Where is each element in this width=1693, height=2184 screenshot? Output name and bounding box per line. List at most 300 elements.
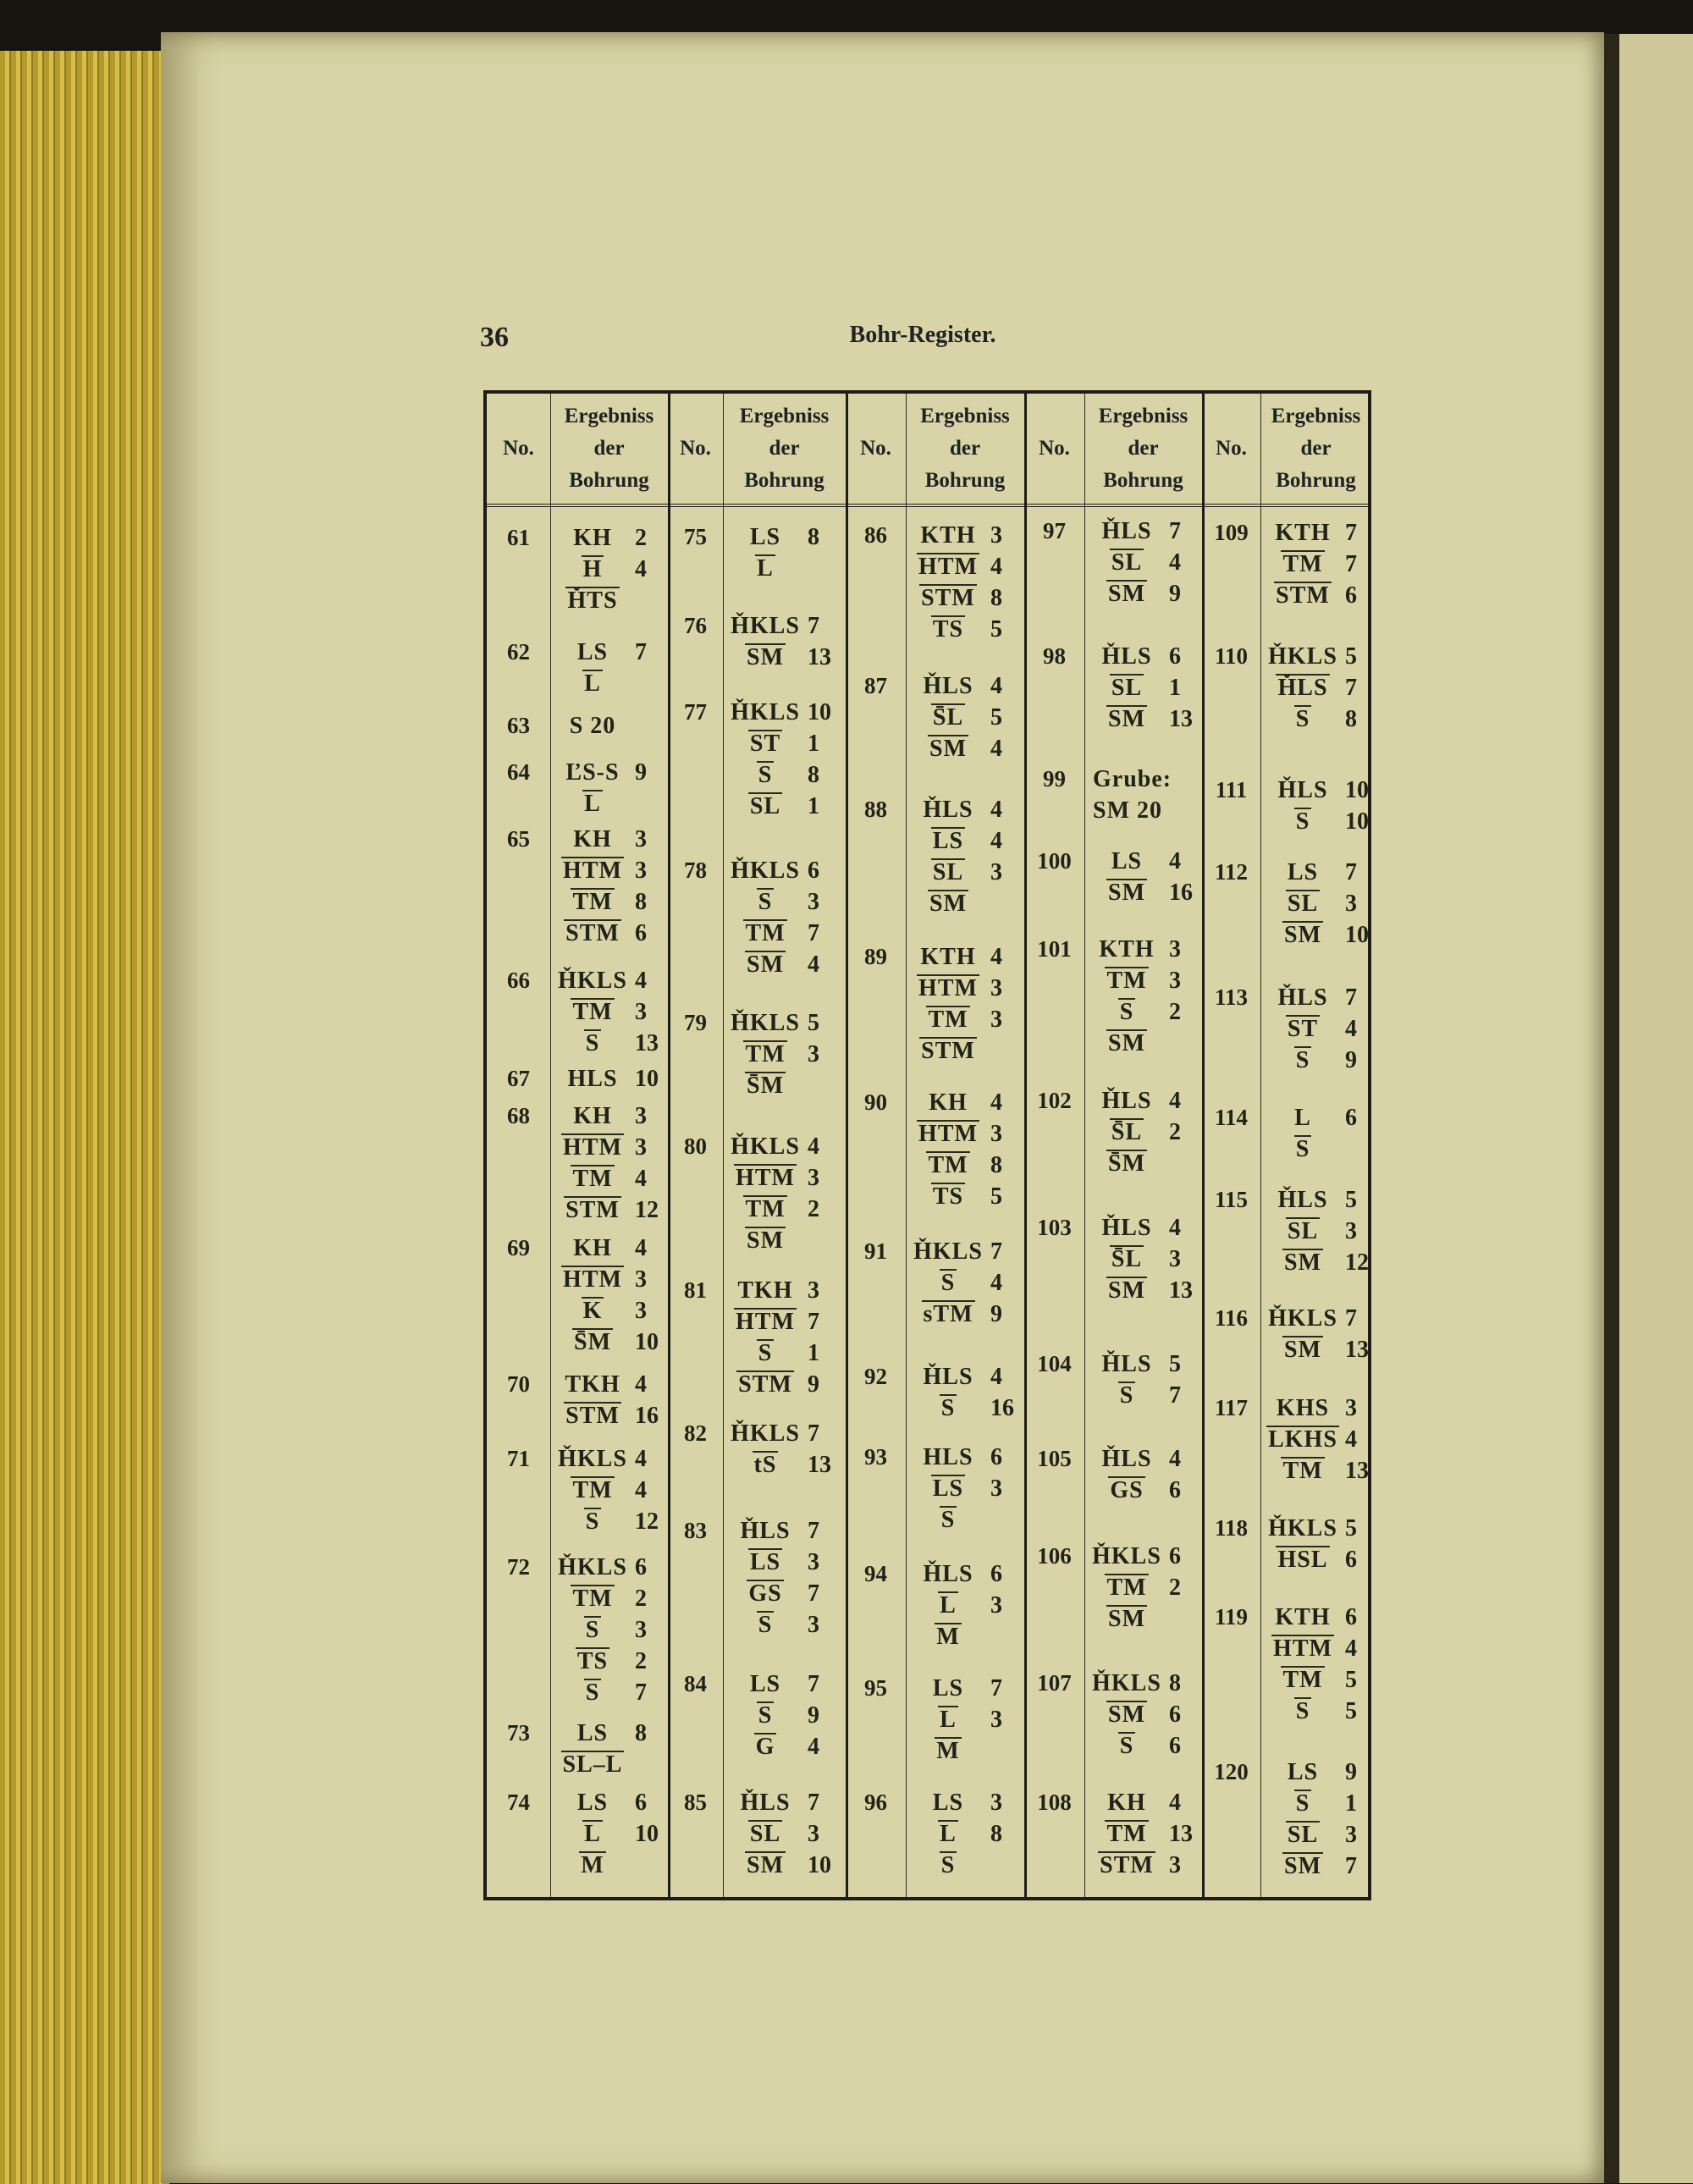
layer-code-text: ȞLS: [923, 797, 973, 823]
layer-code-text: SM: [1108, 1277, 1145, 1304]
layer-thickness: 2: [1169, 1575, 1181, 1601]
layer-thickness: 7: [808, 1420, 819, 1447]
layer-code-text: S̄L: [1111, 1119, 1143, 1145]
boring-result: [726, 1131, 841, 1256]
layer-code-text: LS: [932, 1790, 964, 1816]
layer-code: [726, 1547, 804, 1578]
layer-thickness: 5: [808, 1010, 819, 1036]
layer-thickness: 3: [1345, 1218, 1357, 1244]
layer-code: [726, 1039, 804, 1070]
layer-code: [726, 728, 804, 759]
layer-code: [909, 1442, 987, 1473]
layer-code-text: Grube:: [1093, 766, 1172, 792]
layer-code: [909, 1035, 987, 1067]
layer-code-text: ȞKLS: [1092, 1543, 1161, 1569]
layer-code-text: SM: [1284, 1853, 1321, 1879]
layer-thickness: 9: [1169, 581, 1181, 607]
boring-result: [1264, 982, 1379, 1076]
entry-number: 70: [507, 1371, 530, 1397]
layer-code-text: SM: [1284, 922, 1321, 948]
result-line: [554, 1400, 669, 1431]
result-line: [1264, 1455, 1379, 1486]
header-result-line: der: [769, 437, 800, 460]
layer-thickness: [631, 668, 669, 699]
layer-thickness: 9: [635, 759, 647, 786]
entry-number: 85: [684, 1790, 707, 1815]
boring-result: [1264, 1303, 1379, 1365]
layer-code: [554, 1163, 631, 1194]
header-no-label: No.: [680, 437, 711, 460]
layer-code: [726, 1578, 804, 1609]
column-divider: [723, 394, 724, 1897]
layer-code: [909, 1267, 987, 1299]
layer-code: [554, 1326, 631, 1358]
entry-number: 99: [1043, 766, 1066, 791]
layer-code: [909, 733, 987, 764]
layer-code-text: S: [1295, 1136, 1310, 1162]
result-line: [1088, 1212, 1203, 1244]
layer-code: [1088, 1244, 1166, 1275]
layer-code-text: ȞLS: [1101, 518, 1152, 544]
layer-thickness: 3: [1169, 1246, 1181, 1272]
layer-code-text: S: [1295, 1047, 1310, 1073]
layer-code: [1264, 1757, 1342, 1788]
entry-number: 98: [1043, 643, 1066, 669]
layer-thickness: 3: [1345, 1395, 1357, 1421]
layer-code: [554, 1295, 631, 1326]
layer-code-text: S̄M: [574, 1329, 611, 1355]
layer-code-text: TM: [572, 1166, 613, 1192]
result-line: [1088, 703, 1203, 735]
layer-thickness: 7: [990, 1238, 1002, 1265]
result-line: [554, 522, 669, 554]
layer-code: [554, 1233, 631, 1264]
layer-code-text: ȞKLS: [731, 1133, 800, 1160]
result-line: [909, 670, 1024, 702]
layer-code: [1088, 1668, 1166, 1699]
layer-code-text: L: [1294, 1105, 1311, 1131]
boring-result: [1088, 1085, 1203, 1179]
boring-result: [726, 1007, 841, 1101]
entry-number: 96: [864, 1790, 887, 1815]
layer-code: [909, 1590, 987, 1621]
result-line: [726, 1337, 841, 1369]
boring-result: [1264, 1602, 1379, 1727]
layer-thickness: [631, 1749, 669, 1780]
result-line: [909, 733, 1024, 764]
header-result-line: Ergebniss: [920, 405, 1010, 427]
layer-thickness: 8: [990, 585, 1002, 611]
layer-code-text: S: [758, 1340, 773, 1366]
entry-number: 112: [1214, 859, 1248, 885]
layer-code: [726, 855, 804, 886]
result-line: [726, 918, 841, 949]
layer-code: [909, 1704, 987, 1735]
result-line: [1264, 1303, 1379, 1334]
layer-code-text: S: [1295, 808, 1310, 835]
result-line: [909, 1118, 1024, 1150]
layer-code-text: ȞKLS: [558, 968, 627, 994]
layer-thickness: 3: [808, 889, 819, 915]
result-line: [1264, 1544, 1379, 1575]
layer-code: [1264, 1788, 1342, 1819]
entry-number: 78: [684, 858, 707, 883]
layer-code-text: L: [940, 1821, 957, 1847]
result-line: [1088, 547, 1203, 578]
layer-code: [909, 1621, 987, 1652]
layer-thickness: [1166, 1148, 1203, 1179]
boring-result: [1264, 1102, 1379, 1165]
header-result-line: Ergebniss: [739, 405, 830, 427]
layer-code-text: SL: [749, 1821, 781, 1847]
layer-thickness: 13: [1169, 1277, 1193, 1304]
layer-thickness: 4: [990, 1364, 1002, 1390]
layer-thickness: 3: [635, 1266, 647, 1293]
result-line: [554, 1100, 669, 1132]
layer-code-text: SM: [747, 1227, 784, 1254]
result-line: [726, 1700, 841, 1731]
result-line: [1088, 1117, 1203, 1148]
layer-thickness: 10: [808, 699, 831, 725]
boring-result: [909, 520, 1024, 645]
layer-code: [726, 1449, 804, 1481]
result-line: [1264, 857, 1379, 888]
result-line: [554, 824, 669, 855]
layer-code: [909, 670, 987, 702]
entry-number: 69: [507, 1235, 530, 1260]
layer-thickness: [1166, 1603, 1203, 1635]
layer-code-text: TM: [572, 999, 613, 1025]
entry-number: 110: [1214, 643, 1248, 669]
layer-code-text: LS: [932, 1475, 964, 1502]
layer-thickness: 9: [990, 1301, 1002, 1327]
layer-code: [554, 824, 631, 855]
result-line: [726, 949, 841, 980]
layer-code-text: TM: [572, 1586, 613, 1612]
layer-thickness: 4: [990, 1089, 1002, 1116]
layer-code: [1088, 1117, 1166, 1148]
layer-thickness: 7: [635, 1679, 647, 1706]
layer-code: [1088, 1148, 1166, 1179]
boring-result: [1088, 1668, 1203, 1762]
boring-result: [554, 1552, 669, 1708]
layer-thickness: [804, 553, 841, 584]
layer-code: [1264, 1633, 1342, 1664]
boring-result: [726, 1418, 841, 1481]
result-line: [726, 1787, 841, 1818]
layer-thickness: 4: [1169, 1088, 1181, 1114]
layer-code: [1264, 703, 1342, 735]
layer-thickness: 6: [1345, 582, 1357, 609]
layer-thickness: 6: [1169, 1701, 1181, 1728]
layer-code-text: ȞLS: [1101, 1446, 1152, 1472]
layer-code-text: TM: [928, 1007, 968, 1033]
entry-number: 88: [864, 797, 887, 822]
layer-thickness: 10: [635, 1821, 659, 1847]
layer-code-text: STM: [921, 585, 975, 611]
header-no: [668, 394, 723, 504]
result-line: [909, 973, 1024, 1004]
layer-code-text: HTM: [563, 1266, 622, 1293]
boring-result: [554, 1718, 669, 1780]
layer-thickness: 3: [990, 1121, 1002, 1147]
boring-result: [909, 1558, 1024, 1652]
layer-thickness: 1: [808, 793, 819, 819]
layer-code-text: KTH: [1275, 1604, 1331, 1630]
layer-thickness: [1342, 1133, 1379, 1165]
entry-number: 89: [864, 944, 887, 969]
boring-result: [1088, 1541, 1203, 1635]
layer-code-text: SL: [749, 793, 781, 819]
result-line: [726, 1449, 841, 1481]
layer-code: [1264, 1184, 1342, 1216]
layer-thickness: 10: [1345, 777, 1369, 803]
layer-code-text: HTM: [563, 858, 622, 884]
layer-code: [1088, 1850, 1166, 1881]
result-line: [1264, 1393, 1379, 1424]
layer-code-text: TM: [1106, 1575, 1147, 1601]
layer-code: [1264, 888, 1342, 919]
layer-code: [1264, 1013, 1342, 1045]
layer-code-text: TM: [1106, 1821, 1147, 1847]
layer-code: [726, 918, 804, 949]
layer-code-text: S: [585, 1508, 600, 1535]
result-line: [1088, 965, 1203, 996]
layer-thickness: 16: [1169, 880, 1193, 906]
layer-code: [1088, 1475, 1166, 1506]
layer-code-text: SM: [1108, 706, 1145, 732]
result-line: [1264, 1850, 1379, 1882]
layer-thickness: 5: [1345, 1515, 1357, 1541]
layer-code: [909, 1558, 987, 1590]
result-line: [554, 1326, 669, 1358]
layer-code-text: HTM: [918, 1121, 978, 1147]
layer-code-text: KH: [573, 525, 612, 551]
layer-thickness: 1: [1345, 1790, 1357, 1817]
result-line: [909, 1236, 1024, 1267]
result-line: [554, 855, 669, 886]
layer-code: [1264, 1045, 1342, 1076]
result-line: [554, 1583, 669, 1614]
layer-thickness: 7: [808, 1580, 819, 1607]
entry-number: 82: [684, 1420, 707, 1446]
result-line: [726, 1369, 841, 1400]
layer-code-text: ȞLS: [923, 673, 973, 699]
layer-code-text: HSL: [1277, 1547, 1328, 1573]
entry-number: 90: [864, 1089, 887, 1115]
layer-code: [1088, 641, 1166, 672]
boring-result: [726, 1787, 841, 1881]
layer-code-text: SM: [747, 951, 784, 978]
layer-thickness: 3: [990, 522, 1002, 549]
layer-code-text: ȞKLS: [1268, 1305, 1337, 1332]
result-line: [909, 1787, 1024, 1818]
header-result-line: Bohrung: [1103, 469, 1183, 492]
result-line: [1088, 1730, 1203, 1762]
layer-thickness: 3: [808, 1821, 819, 1847]
layer-code: [909, 941, 987, 973]
result-line: [1088, 1085, 1203, 1117]
layer-thickness: [1164, 795, 1201, 826]
boring-result: [726, 855, 841, 980]
book-gutter: [1604, 34, 1619, 2183]
entry-number: 76: [684, 613, 707, 638]
layer-code: [1088, 795, 1164, 826]
result-line: [1264, 672, 1379, 703]
layer-code: [554, 965, 631, 996]
result-line: [1264, 1602, 1379, 1633]
layer-code-text: S: [1119, 1382, 1134, 1409]
layer-thickness: 3: [1169, 1852, 1181, 1878]
result-line: [1264, 549, 1379, 580]
layer-code-text: TM: [1106, 968, 1147, 994]
entry-number: 92: [864, 1364, 887, 1389]
layer-thickness: 13: [1345, 1337, 1369, 1363]
layer-thickness: 2: [1169, 1119, 1181, 1145]
result-line: [1088, 1475, 1203, 1506]
entry-number: 64: [507, 759, 530, 785]
result-line: [726, 1818, 841, 1850]
boring-result: [1264, 1393, 1379, 1486]
layer-code-text: S: [758, 889, 773, 915]
layer-thickness: 3: [635, 1103, 647, 1129]
layer-code: [1264, 1334, 1342, 1365]
result-line: [909, 1004, 1024, 1035]
layer-code: [1264, 1424, 1342, 1455]
layer-code: [1088, 1541, 1166, 1572]
header-no: [1202, 394, 1260, 504]
entry-number: 77: [684, 699, 707, 725]
result-line: [909, 794, 1024, 825]
result-line: [554, 1264, 669, 1295]
layer-thickness: 4: [990, 736, 1002, 762]
header-no-label: No.: [1216, 437, 1247, 460]
entry-number: 67: [507, 1066, 530, 1091]
layer-code-text: TM: [745, 1041, 786, 1067]
result-line: [909, 1673, 1024, 1704]
layer-thickness: 8: [1169, 1670, 1181, 1696]
layer-code: [726, 759, 804, 791]
layer-code: [1088, 1603, 1166, 1635]
result-line: [554, 710, 669, 742]
layer-code: [909, 857, 987, 888]
layer-thickness: 3: [1169, 968, 1181, 994]
result-line: [554, 1233, 669, 1264]
boring-result: [909, 1361, 1024, 1424]
layer-thickness: 6: [990, 1444, 1002, 1470]
layer-thickness: [987, 1621, 1024, 1652]
layer-code-text: LS: [749, 524, 781, 550]
boring-result: [554, 1787, 669, 1881]
result-line: [726, 1850, 841, 1881]
result-line: [1264, 919, 1379, 951]
layer-code-text: HTM: [1273, 1635, 1332, 1662]
entry-number: 80: [684, 1133, 707, 1159]
layer-thickness: 7: [808, 1790, 819, 1816]
layer-code-text: ȞTS: [567, 587, 618, 614]
layer-thickness: 6: [808, 858, 819, 884]
layer-code: [909, 1673, 987, 1704]
entry-number: 75: [684, 524, 707, 549]
layer-code-text: TM: [745, 1196, 786, 1222]
layer-code: [726, 1369, 804, 1400]
layer-code-text: SL: [1287, 1218, 1319, 1244]
layer-thickness: 3: [990, 1790, 1002, 1816]
layer-code-text: TS: [932, 1183, 964, 1210]
layer-code-text: SL–L: [562, 1751, 623, 1778]
result-line: [554, 1614, 669, 1646]
result-line: [726, 886, 841, 918]
entry-number: 102: [1037, 1088, 1072, 1113]
page-number: 36: [480, 322, 509, 353]
layer-code-text: S: [585, 1617, 600, 1643]
layer-code-text: TM: [745, 920, 786, 946]
layer-code: [909, 1504, 987, 1536]
result-line: [909, 551, 1024, 582]
boring-result: [726, 1275, 841, 1400]
result-line: [909, 857, 1024, 888]
result-line: [554, 1063, 669, 1095]
layer-code: [1088, 672, 1166, 703]
layer-code: [909, 1393, 987, 1424]
boring-result: [1088, 1443, 1203, 1506]
layer-thickness: 4: [635, 1166, 647, 1192]
layer-thickness: 12: [635, 1197, 659, 1223]
layer-thickness: 5: [990, 616, 1002, 643]
result-line: [1264, 1133, 1379, 1165]
result-line: [726, 1731, 841, 1762]
result-line: [1088, 1572, 1203, 1603]
boring-result: [554, 1233, 669, 1358]
layer-thickness: 7: [990, 1675, 1002, 1701]
entry-number: 119: [1214, 1604, 1248, 1630]
layer-code-text: KH: [573, 1235, 612, 1261]
layer-thickness: 4: [1345, 1426, 1357, 1453]
result-line: [909, 702, 1024, 733]
layer-thickness: 7: [808, 1671, 819, 1697]
entry-number: 68: [507, 1103, 530, 1128]
entry-number: 65: [507, 826, 530, 852]
layer-code: [726, 1225, 804, 1256]
layer-thickness: 13: [808, 644, 831, 670]
layer-thickness: 3: [808, 1612, 819, 1638]
result-line: [726, 642, 841, 673]
layer-code-text: SM: [747, 644, 784, 670]
layer-code: [1088, 703, 1166, 735]
result-line: [554, 1718, 669, 1749]
layer-code: [726, 1787, 804, 1818]
result-line: [909, 825, 1024, 857]
boring-result: [726, 697, 841, 822]
layer-code: [726, 1306, 804, 1337]
column-divider: [1084, 394, 1085, 1897]
layer-code: [554, 1646, 631, 1677]
result-line: [726, 1007, 841, 1039]
layer-thickness: 5: [990, 704, 1002, 731]
layer-code-text: LS: [1287, 859, 1319, 885]
layer-code-text: SM: [1284, 1337, 1321, 1363]
layer-thickness: 4: [808, 1734, 819, 1760]
entry-number: 62: [507, 639, 530, 665]
result-line: [1088, 1443, 1203, 1475]
result-line: [909, 1361, 1024, 1393]
layer-code: [1264, 1455, 1342, 1486]
layer-code: [1264, 1393, 1342, 1424]
layer-code-text: ȞLS: [1101, 643, 1152, 670]
layer-code-text: HTM: [918, 975, 978, 1001]
header-result: [906, 394, 1024, 504]
layer-thickness: 5: [1345, 1667, 1357, 1693]
